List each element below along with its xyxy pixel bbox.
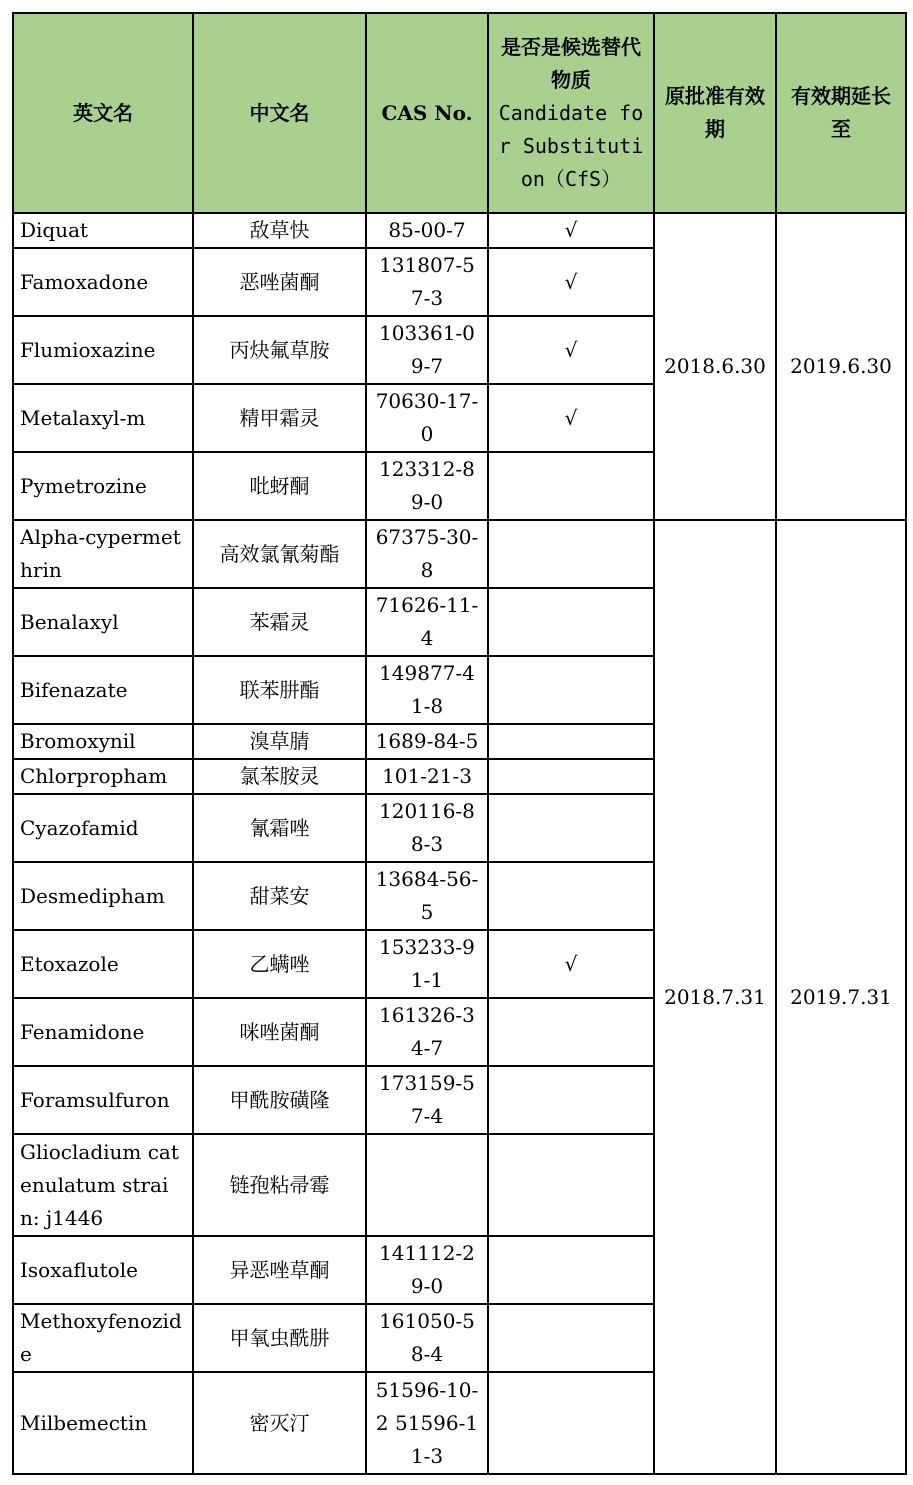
cfs-check-cell	[488, 656, 654, 724]
cfs-check-cell	[488, 724, 654, 759]
chinese-name-cell: 甲氧虫酰肼	[193, 1304, 366, 1372]
cfs-check-cell	[488, 1304, 654, 1372]
cfs-check-cell: √	[488, 213, 654, 248]
chinese-name-cell: 链孢粘帚霉	[193, 1134, 366, 1236]
header-cfs-cn: 是否是候选替代物质	[501, 34, 641, 92]
cfs-check-cell	[488, 520, 654, 588]
chinese-name-cell: 恶唑菌酮	[193, 248, 366, 316]
cfs-check-cell: √	[488, 248, 654, 316]
cfs-check-cell	[488, 1134, 654, 1236]
cas-cell: 71626-11-4	[366, 588, 488, 656]
english-name-cell: Benalaxyl	[13, 588, 193, 656]
header-row	[13, 13, 906, 213]
cfs-check-cell: √	[488, 930, 654, 998]
cas-cell: 51596-10-2 51596-11-3	[366, 1372, 488, 1474]
cas-cell: 103361-09-7	[366, 316, 488, 384]
header-original-expiry: 原批准有效期	[654, 13, 776, 213]
english-name-cell: Cyazofamid	[13, 794, 193, 862]
cas-cell: 13684-56-5	[366, 862, 488, 930]
cfs-check-cell	[488, 794, 654, 862]
chinese-name-cell: 吡蚜酮	[193, 452, 366, 520]
cas-cell: 123312-89-0	[366, 452, 488, 520]
cas-cell: 161326-34-7	[366, 998, 488, 1066]
table-row	[13, 213, 906, 248]
english-name-cell: Flumioxazine	[13, 316, 193, 384]
english-name-cell: Etoxazole	[13, 930, 193, 998]
cas-cell: 1689-84-5	[366, 724, 488, 759]
cas-cell: 70630-17-0	[366, 384, 488, 452]
cfs-check-cell	[488, 998, 654, 1066]
english-name-cell: Desmedipham	[13, 862, 193, 930]
english-name-cell: Famoxadone	[13, 248, 193, 316]
english-name-cell: Fenamidone	[13, 998, 193, 1066]
english-name-cell: Pymetrozine	[13, 452, 193, 520]
cfs-check-cell: √	[488, 316, 654, 384]
cfs-check-cell: √	[488, 384, 654, 452]
substance-table	[12, 12, 907, 1475]
cfs-check-cell	[488, 588, 654, 656]
original-expiry-cell: 2018.7.31	[654, 520, 776, 1474]
header-extended-to: 有效期延长至	[776, 13, 906, 213]
english-name-cell: Milbemectin	[13, 1372, 193, 1474]
cas-cell: 141112-29-0	[366, 1236, 488, 1304]
cas-cell: 153233-91-1	[366, 930, 488, 998]
cfs-check-cell	[488, 759, 654, 794]
cas-cell: 101-21-3	[366, 759, 488, 794]
english-name-cell: Methoxyfenozide	[13, 1304, 193, 1372]
chinese-name-cell: 敌草快	[193, 213, 366, 248]
header-cas-no: CAS No.	[366, 13, 488, 213]
original-expiry-cell: 2018.6.30	[654, 213, 776, 520]
english-name-cell: Diquat	[13, 213, 193, 248]
chinese-name-cell: 乙螨唑	[193, 930, 366, 998]
cfs-check-cell	[488, 1372, 654, 1474]
english-name-cell: Bromoxynil	[13, 724, 193, 759]
chinese-name-cell: 氯苯胺灵	[193, 759, 366, 794]
header-chinese-name: 中文名	[193, 13, 366, 213]
english-name-cell: Metalaxyl-m	[13, 384, 193, 452]
header-cfs-en: Candidate for Substitution（CfS）	[498, 100, 644, 191]
chinese-name-cell: 异恶唑草酮	[193, 1236, 366, 1304]
english-name-cell: Foramsulfuron	[13, 1066, 193, 1134]
chinese-name-cell: 密灭汀	[193, 1372, 366, 1474]
cfs-check-cell	[488, 1236, 654, 1304]
cas-cell: 85-00-7	[366, 213, 488, 248]
chinese-name-cell: 溴草腈	[193, 724, 366, 759]
english-name-cell: Bifenazate	[13, 656, 193, 724]
english-name-cell: Chlorpropham	[13, 759, 193, 794]
header-english-name: 英文名	[13, 13, 193, 213]
chinese-name-cell: 高效氯氰菊酯	[193, 520, 366, 588]
chinese-name-cell: 咪唑菌酮	[193, 998, 366, 1066]
chinese-name-cell: 苯霜灵	[193, 588, 366, 656]
cas-cell: 120116-88-3	[366, 794, 488, 862]
extended-to-cell: 2019.6.30	[776, 213, 906, 520]
chinese-name-cell: 丙炔氟草胺	[193, 316, 366, 384]
chinese-name-cell: 联苯肼酯	[193, 656, 366, 724]
chinese-name-cell: 精甲霜灵	[193, 384, 366, 452]
chinese-name-cell: 甲酰胺磺隆	[193, 1066, 366, 1134]
header-cfs	[488, 13, 654, 213]
cas-cell: 131807-57-3	[366, 248, 488, 316]
chinese-name-cell: 氰霜唑	[193, 794, 366, 862]
english-name-cell: Alpha-cypermethrin	[13, 520, 193, 588]
cas-cell: 67375-30-8	[366, 520, 488, 588]
english-name-cell: Gliocladium catenulatum strain: j1446	[13, 1134, 193, 1236]
english-name-cell: Isoxaflutole	[13, 1236, 193, 1304]
extended-to-cell: 2019.7.31	[776, 520, 906, 1474]
cas-cell	[366, 1134, 488, 1236]
cas-cell: 149877-41-8	[366, 656, 488, 724]
cas-cell: 173159-57-4	[366, 1066, 488, 1134]
cfs-check-cell	[488, 452, 654, 520]
cfs-check-cell	[488, 1066, 654, 1134]
cas-cell: 161050-58-4	[366, 1304, 488, 1372]
cfs-check-cell	[488, 862, 654, 930]
table-row	[13, 520, 906, 588]
chinese-name-cell: 甜菜安	[193, 862, 366, 930]
